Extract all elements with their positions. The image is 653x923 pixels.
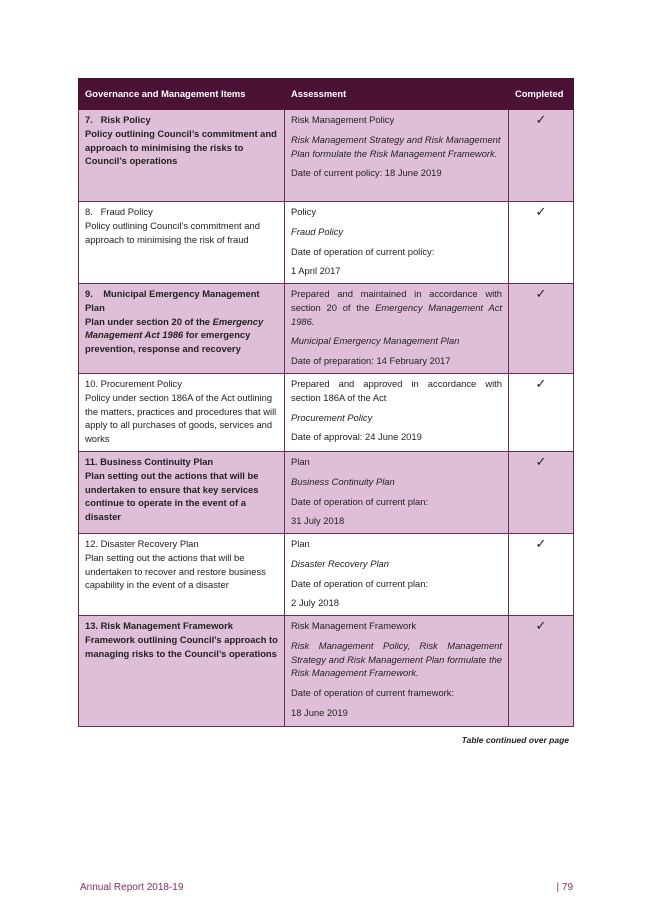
- item-cell: [79, 110, 285, 202]
- assessment-date: 18 June 2019: [291, 706, 348, 718]
- column-header-items: Governance and Management Items: [79, 79, 285, 110]
- table-header-row: [79, 79, 574, 110]
- assessment-note: Business Continuity Plan: [291, 475, 395, 487]
- column-header-assessment: Assessment: [285, 79, 509, 110]
- assessment-doc: Risk Management Framework: [291, 620, 417, 631]
- completed-checkmark: ✓: [509, 374, 574, 452]
- item-title: 12. Disaster Recovery Plan: [85, 538, 199, 549]
- assessment-date: 31 July 2018: [291, 515, 345, 527]
- item-description: Policy outlining Council’s commitment and approach to minimising the risks to Council’s operations: [85, 127, 277, 167]
- item-description: Policy under section 186A of the Act outlining the matters, practices and procedures that will apply to all purchases of goods, services and works: [85, 391, 277, 445]
- assessment-date-label: Date of operation of current plan:: [291, 577, 429, 589]
- item-title: 10. Procurement Policy: [85, 378, 182, 389]
- assessment-doc: Plan: [291, 538, 310, 549]
- table-row: [79, 616, 574, 727]
- assessment-note: Risk Management Strategy and Risk Management Plan formulate the Risk Management Framework.: [291, 133, 501, 159]
- assessment-date: 1 April 2017: [291, 265, 341, 277]
- item-description: Plan under section 20 of the Emergency Management Act 1986 for emergency prevention, response and recovery: [85, 315, 264, 355]
- completed-checkmark: ✓: [509, 534, 574, 616]
- assessment-note: Fraud Policy: [291, 225, 344, 237]
- assessment-doc: Prepared and approved in accordance with section 186A of the Act: [291, 378, 502, 403]
- assessment-date: Date of approval: 24 June 2019: [291, 431, 422, 443]
- item-cell: [79, 202, 285, 284]
- table-row: [79, 202, 574, 284]
- footer-page-number: | 79: [556, 882, 573, 893]
- item-cell: [79, 616, 285, 727]
- table-continued-note: Table continued over page: [461, 735, 569, 745]
- item-description: Policy outlining Council’s commitment and approach to minimising the risk of fraud: [85, 219, 260, 245]
- assessment-cell: [285, 452, 509, 534]
- assessment-note: Municipal Emergency Management Plan: [291, 335, 460, 347]
- assessment-cell: [285, 616, 509, 727]
- item-title: 8. Fraud Policy: [85, 206, 153, 217]
- item-description: Plan setting out the actions that will be undertaken to recover and restore business capability in the event of a disaster: [85, 551, 266, 591]
- assessment-date-label: Date of operation of current framework:: [291, 687, 455, 699]
- item-description: Plan setting out the actions that will be undertaken to ensure that key services continue to operate in the event of a disaster: [85, 469, 259, 523]
- assessment-date: 2 July 2018: [291, 597, 339, 609]
- column-header-completed: Completed: [509, 79, 574, 110]
- item-title: 11. Business Continuity Plan: [85, 456, 214, 467]
- item-title: 13. Risk Management Framework: [85, 620, 233, 631]
- assessment-date: Date of current policy: 18 June 2019: [291, 167, 442, 179]
- assessment-cell: [285, 374, 509, 452]
- assessment-doc: Risk Management Policy: [291, 114, 395, 125]
- completed-checkmark: ✓: [509, 284, 574, 374]
- item-cell: [79, 374, 285, 452]
- completed-checkmark: ✓: [509, 202, 574, 284]
- item-cell: [79, 284, 285, 374]
- assessment-date: Date of preparation: 14 February 2017: [291, 355, 451, 367]
- assessment-cell: [285, 110, 509, 202]
- table-row: [79, 374, 574, 452]
- completed-checkmark: ✓: [509, 110, 574, 202]
- assessment-date-label: Date of operation of current plan:: [291, 495, 429, 507]
- assessment-cell: [285, 284, 509, 374]
- completed-checkmark: ✓: [509, 616, 574, 727]
- assessment-cell: [285, 534, 509, 616]
- assessment-date-label: Date of operation of current policy:: [291, 245, 435, 257]
- item-description: Framework outlining Council’s approach to managing risks to the Council’s operations: [85, 633, 278, 659]
- governance-table: [78, 78, 574, 727]
- assessment-note: Procurement Policy: [291, 411, 373, 423]
- assessment-doc: Prepared and maintained in accordance with section 20 of the Emergency Management Act 1986.: [291, 288, 503, 327]
- item-title: 9. Municipal Emergency Management Plan: [85, 288, 260, 313]
- assessment-doc: Policy: [291, 206, 317, 217]
- assessment-note: Disaster Recovery Plan: [291, 557, 389, 569]
- table-row: [79, 110, 574, 202]
- item-cell: [79, 452, 285, 534]
- table-row: [79, 534, 574, 616]
- table-row: [79, 284, 574, 374]
- assessment-doc: Plan: [291, 456, 310, 467]
- assessment-note: Risk Management Policy, Risk Management Strategy and Risk Management Plan formulate the Risk Management Framework.: [291, 639, 502, 679]
- assessment-cell: [285, 202, 509, 284]
- completed-checkmark: ✓: [509, 452, 574, 534]
- item-cell: [79, 534, 285, 616]
- item-title: 7. Risk Policy: [85, 114, 151, 125]
- footer-report-title: Annual Report 2018-19: [80, 882, 184, 893]
- table-row: [79, 452, 574, 534]
